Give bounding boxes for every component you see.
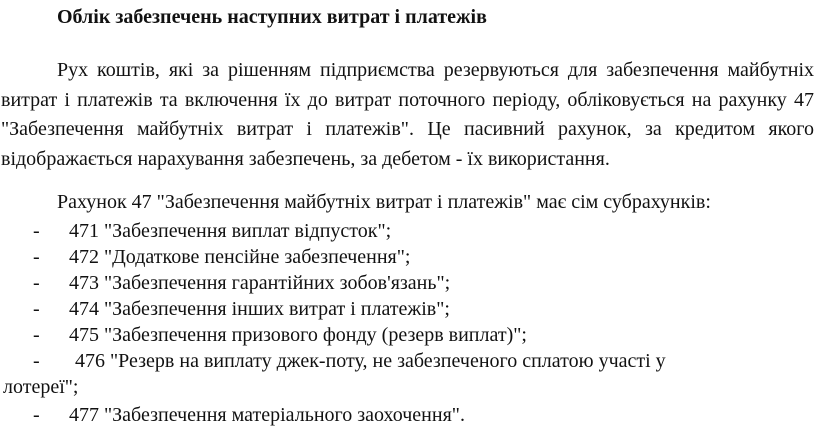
list-dash: - [33, 272, 40, 294]
list-item-text: 475 "Забезпечення призового фонду (резерв виплат)"; [69, 324, 527, 346]
list-dash: - [33, 350, 40, 372]
list-item-text: 477 "Забезпечення матеріального заохочення". [69, 404, 465, 426]
list-item-text: 473 "Забезпечення гарантійних зобов'язань"; [69, 272, 451, 294]
list-item-continuation: лотереї"; [3, 376, 79, 398]
list-item-text: 472 "Додаткове пенсійне забезпечення"; [69, 246, 411, 268]
list-item-text: 474 "Забезпечення інших витрат і платежів"; [69, 298, 450, 320]
list-dash: - [33, 246, 40, 268]
list-item-text: 471 "Забезпечення виплат відпусток"; [69, 220, 392, 242]
paragraph-description: Рух коштів, які за рішенням підприємства резервуються для забезпечення майбутніх витрат і платежів та включення їх до витрат поточного періоду, обліковується на рахунку 47 "Забезпечення майбутніх витрат і платежів". Це пасивний рахунок, за кредитом якого відображається нарахування забезпечень, за дебетом - їх використання. [1, 59, 814, 170]
list-dash: - [33, 220, 40, 242]
document-title: Облік забезпечень наступних витрат і платежів [57, 6, 487, 28]
list-item-text: 476 "Резерв на виплату джек-поту, не забезпеченого сплатою участі у [75, 350, 666, 372]
list-dash: - [33, 324, 40, 346]
list-dash: - [33, 404, 40, 426]
list-dash: - [33, 298, 40, 320]
subaccounts-intro: Рахунок 47 "Забезпечення майбутніх витрат і платежів" має сім субрахунків: [57, 191, 711, 213]
